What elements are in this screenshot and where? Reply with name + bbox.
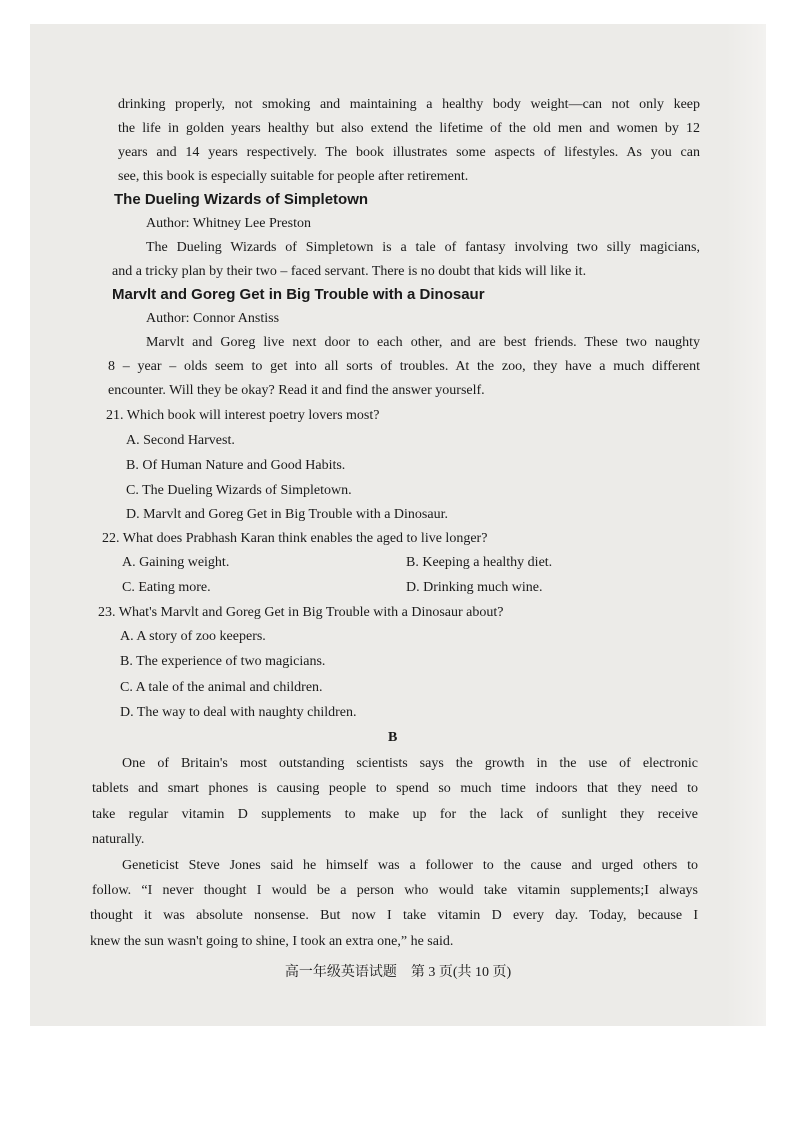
question-23-option-b: B. The experience of two magicians. [120,654,326,669]
exam-page [30,24,766,1026]
passage-b-para1-line-3: take regular vitamin D supplements to make up for the lack of sunlight they receive [92,807,698,822]
question-21-option-b: B. Of Human Nature and Good Habits. [126,458,346,473]
question-23-option-c: C. A tale of the animal and children. [120,680,323,695]
passage-b-para2-line-1: Geneticist Steve Jones said he himself was a follower to the cause and urged others to [122,858,698,873]
question-22-option-b: B. Keeping a healthy diet. [406,555,553,570]
passage-b-para1-line-4: naturally. [92,832,145,847]
intro-line-2: the life in golden years healthy but also extend the lifetime of the old men and women by 12 [118,121,700,136]
section-b-heading: B [388,730,398,745]
question-21-option-c: C. The Dueling Wizards of Simpletown. [126,483,352,498]
passage-b-para2-line-2: follow. “I never thought I would be a person who would take vitamin supplements;I always [92,883,698,898]
book-author-marvlt-goreg: Author: Connor Anstiss [146,311,280,326]
intro-line-4: see, this book is especially suitable for people after retirement. [118,169,469,184]
passage-b-para2-line-4: knew the sun wasn't going to shine, I took an extra one,” he said. [90,934,454,949]
question-23-stem: 23. What's Marvlt and Goreg Get in Big Trouble with a Dinosaur about? [98,605,504,620]
page-content [30,24,766,1026]
book-title-marvlt-goreg: Marvlt and Goreg Get in Big Trouble with a Dinosaur [112,286,485,303]
question-23-option-d: D. The way to deal with naughty children. [120,705,357,720]
passage-b-para2-line-3: thought it was absolute nonsense. But now I take vitamin D every day. Today, because I [90,908,698,923]
question-21-option-d: D. Marvlt and Goreg Get in Big Trouble with a Dinosaur. [126,507,448,522]
page-footer: 高一年级英语试题 第 3 页(共 10 页) [284,965,512,980]
question-22-option-a: A. Gaining weight. [122,555,230,570]
question-23-option-a: A. A story of zoo keepers. [120,629,266,644]
question-22-option-d: D. Drinking much wine. [406,580,543,595]
book-author-dueling-wizards: Author: Whitney Lee Preston [146,216,311,231]
book-title-dueling-wizards: The Dueling Wizards of Simpletown [114,191,369,208]
book-desc-line-2: 8 – year – olds seem to get into all sorts of troubles. At the zoo, they have a much different [108,359,700,374]
book-desc-line-2: and a tricky plan by their two – faced servant. There is no doubt that kids will like it. [112,264,587,279]
book-desc-line-1: Marvlt and Goreg live next door to each other, and are best friends. These two naughty [146,335,700,350]
question-22-option-c: C. Eating more. [122,580,211,595]
book-desc-line-3: encounter. Will they be okay? Read it and find the answer yourself. [108,383,485,398]
question-21-option-a: A. Second Harvest. [126,433,235,448]
passage-b-para1-line-1: One of Britain's most outstanding scientists says the growth in the use of electronic [122,756,698,771]
question-22-stem: 22. What does Prabhash Karan think enables the aged to live longer? [102,531,488,546]
intro-line-3: years and 14 years respectively. The book illustrates some aspects of lifestyles. As you can [118,145,700,160]
intro-line-1: drinking properly, not smoking and maintaining a healthy body weight—can not only keep [118,97,700,112]
question-21-stem: 21. Which book will interest poetry lovers most? [106,408,380,423]
book-desc-line-1: The Dueling Wizards of Simpletown is a tale of fantasy involving two silly magicians, [146,240,700,255]
passage-b-para1-line-2: tablets and smart phones is causing people to spend so much time indoors that they need to [92,781,698,796]
